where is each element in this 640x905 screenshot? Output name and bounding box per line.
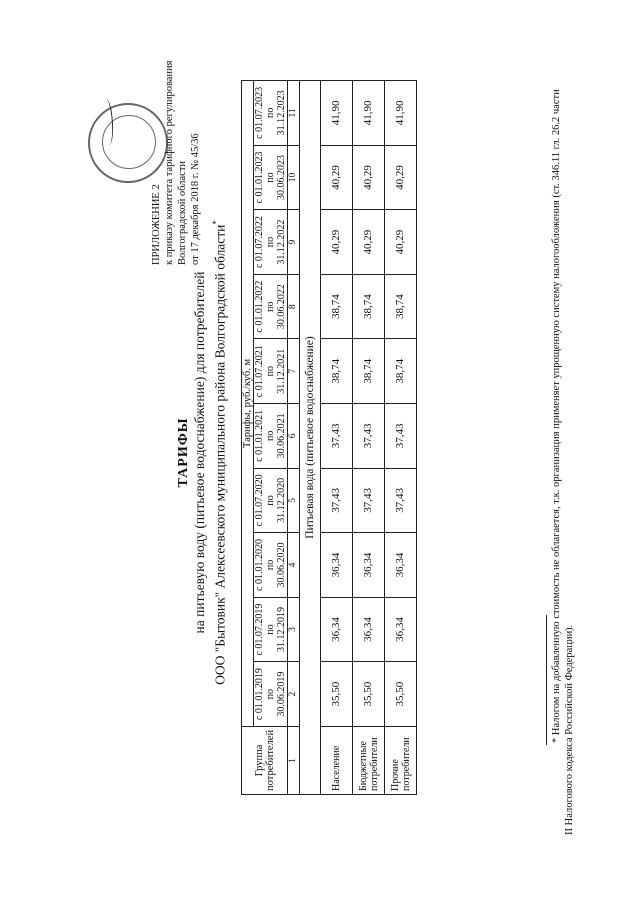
period-header: с 01.01.2019 по 30.06.2019 xyxy=(254,662,288,727)
period-header: с 01.01.2023 по 30.06.2023 xyxy=(254,145,288,210)
tariff-value: 40,29 xyxy=(321,210,353,275)
tariff-value: 41,90 xyxy=(353,81,385,146)
group-header: Группа потребителей xyxy=(242,726,288,794)
tariff-header: Тарифы, руб./куб. м xyxy=(242,81,254,727)
tariff-value: 37,43 xyxy=(385,404,417,469)
tariff-value: 38,74 xyxy=(321,339,353,404)
column-index: 7 xyxy=(288,339,300,404)
column-index: 4 xyxy=(288,533,300,598)
tariff-value: 37,43 xyxy=(321,404,353,469)
tariff-value: 37,43 xyxy=(353,404,385,469)
column-index: 10 xyxy=(288,145,300,210)
periods-row xyxy=(254,81,288,795)
tariff-value: 37,43 xyxy=(353,468,385,533)
tariff-value: 40,29 xyxy=(321,145,353,210)
tariff-value: 40,29 xyxy=(385,145,417,210)
column-index: 1 xyxy=(288,726,300,794)
period-header: с 01.01.2020 по 30.06.2020 xyxy=(254,533,288,598)
annex-region: Волгоградской области xyxy=(177,160,188,265)
period-header: с 01.01.2021 по 30.06.2021 xyxy=(254,404,288,469)
footnote-mark: * xyxy=(211,220,221,225)
table-header-row xyxy=(242,81,254,795)
tariff-value: 38,74 xyxy=(321,274,353,339)
footnote-divider xyxy=(546,615,547,745)
column-index: 6 xyxy=(288,404,300,469)
table-row xyxy=(353,81,385,795)
period-header: с 01.07.2022 по 31.12.2022 xyxy=(254,210,288,275)
index-row xyxy=(288,81,300,795)
period-header: с 01.07.2021 по 31.12.2021 xyxy=(254,339,288,404)
period-header: с 01.07.2019 по 31.12.2019 xyxy=(254,597,288,662)
annex-order-date: от 17 декабря 2018 г. № 45/36 xyxy=(190,133,201,265)
tariff-value: 40,29 xyxy=(353,145,385,210)
column-index: 9 xyxy=(288,210,300,275)
tariff-value: 40,29 xyxy=(353,210,385,275)
tariff-value: 38,74 xyxy=(385,274,417,339)
column-index: 5 xyxy=(288,468,300,533)
table-row xyxy=(385,81,417,795)
document-heading xyxy=(175,0,229,905)
annex-order-ref: к приказу комитета тарифного регулирования xyxy=(164,60,175,265)
tariff-value: 35,50 xyxy=(385,662,417,727)
column-index: 11 xyxy=(288,81,300,146)
period-header: с 01.01.2022 по 30.06.2022 xyxy=(254,274,288,339)
annex-number: ПРИЛОЖЕНИЕ 2 xyxy=(151,184,162,265)
tariff-value: 37,43 xyxy=(321,468,353,533)
tariff-value: 41,90 xyxy=(321,81,353,146)
tariff-value: 36,34 xyxy=(385,533,417,598)
consumer-group: Бюджетные потребители xyxy=(353,726,385,794)
tariff-value: 38,74 xyxy=(353,339,385,404)
title-subject: на питьевую воду (питьевое водоснабжение) для потребителей xyxy=(192,271,207,634)
section-row xyxy=(300,81,321,795)
tariff-value: 36,34 xyxy=(353,533,385,598)
tariff-value: 38,74 xyxy=(385,339,417,404)
tariff-value: 41,90 xyxy=(385,81,417,146)
title-organization xyxy=(208,0,229,905)
period-header: с 01.07.2023 по 31.12.2023 xyxy=(254,81,288,146)
footnote-line-1: * Налогом на добавленную стоимость не облагается, т.к. организация применяет упрощенную систему налогообложения (ст. 346.11 гл. 26.2 части xyxy=(551,89,562,743)
tariff-value: 36,34 xyxy=(385,597,417,662)
consumer-group: Население xyxy=(321,726,353,794)
footnote xyxy=(550,65,576,835)
column-index: 8 xyxy=(288,274,300,339)
page-title: ТАРИФЫ xyxy=(176,417,191,488)
footnote-line-2: II Налогового кодекса Российской Федерации). xyxy=(564,624,575,835)
tariff-value: 37,43 xyxy=(385,468,417,533)
tariff-value: 35,50 xyxy=(321,662,353,727)
tariff-value: 35,50 xyxy=(353,662,385,727)
section-title: Питьевая вода (питьевое водоснабжение) xyxy=(300,81,321,795)
tariff-value: 38,74 xyxy=(353,274,385,339)
period-header: с 01.07.2020 по 31.12.2020 xyxy=(254,468,288,533)
tariff-value: 36,34 xyxy=(321,597,353,662)
column-index: 3 xyxy=(288,597,300,662)
consumer-group: Прочие потребители xyxy=(385,726,417,794)
tariff-table xyxy=(241,80,417,795)
tariff-value: 36,34 xyxy=(353,597,385,662)
column-index: 2 xyxy=(288,662,300,727)
table-row xyxy=(321,81,353,795)
tariff-value: 36,34 xyxy=(321,533,353,598)
title-organization-text: ООО "Бытовик" Алексеевского муниципального района Волгоградской области xyxy=(212,224,228,685)
tariff-value: 40,29 xyxy=(385,210,417,275)
